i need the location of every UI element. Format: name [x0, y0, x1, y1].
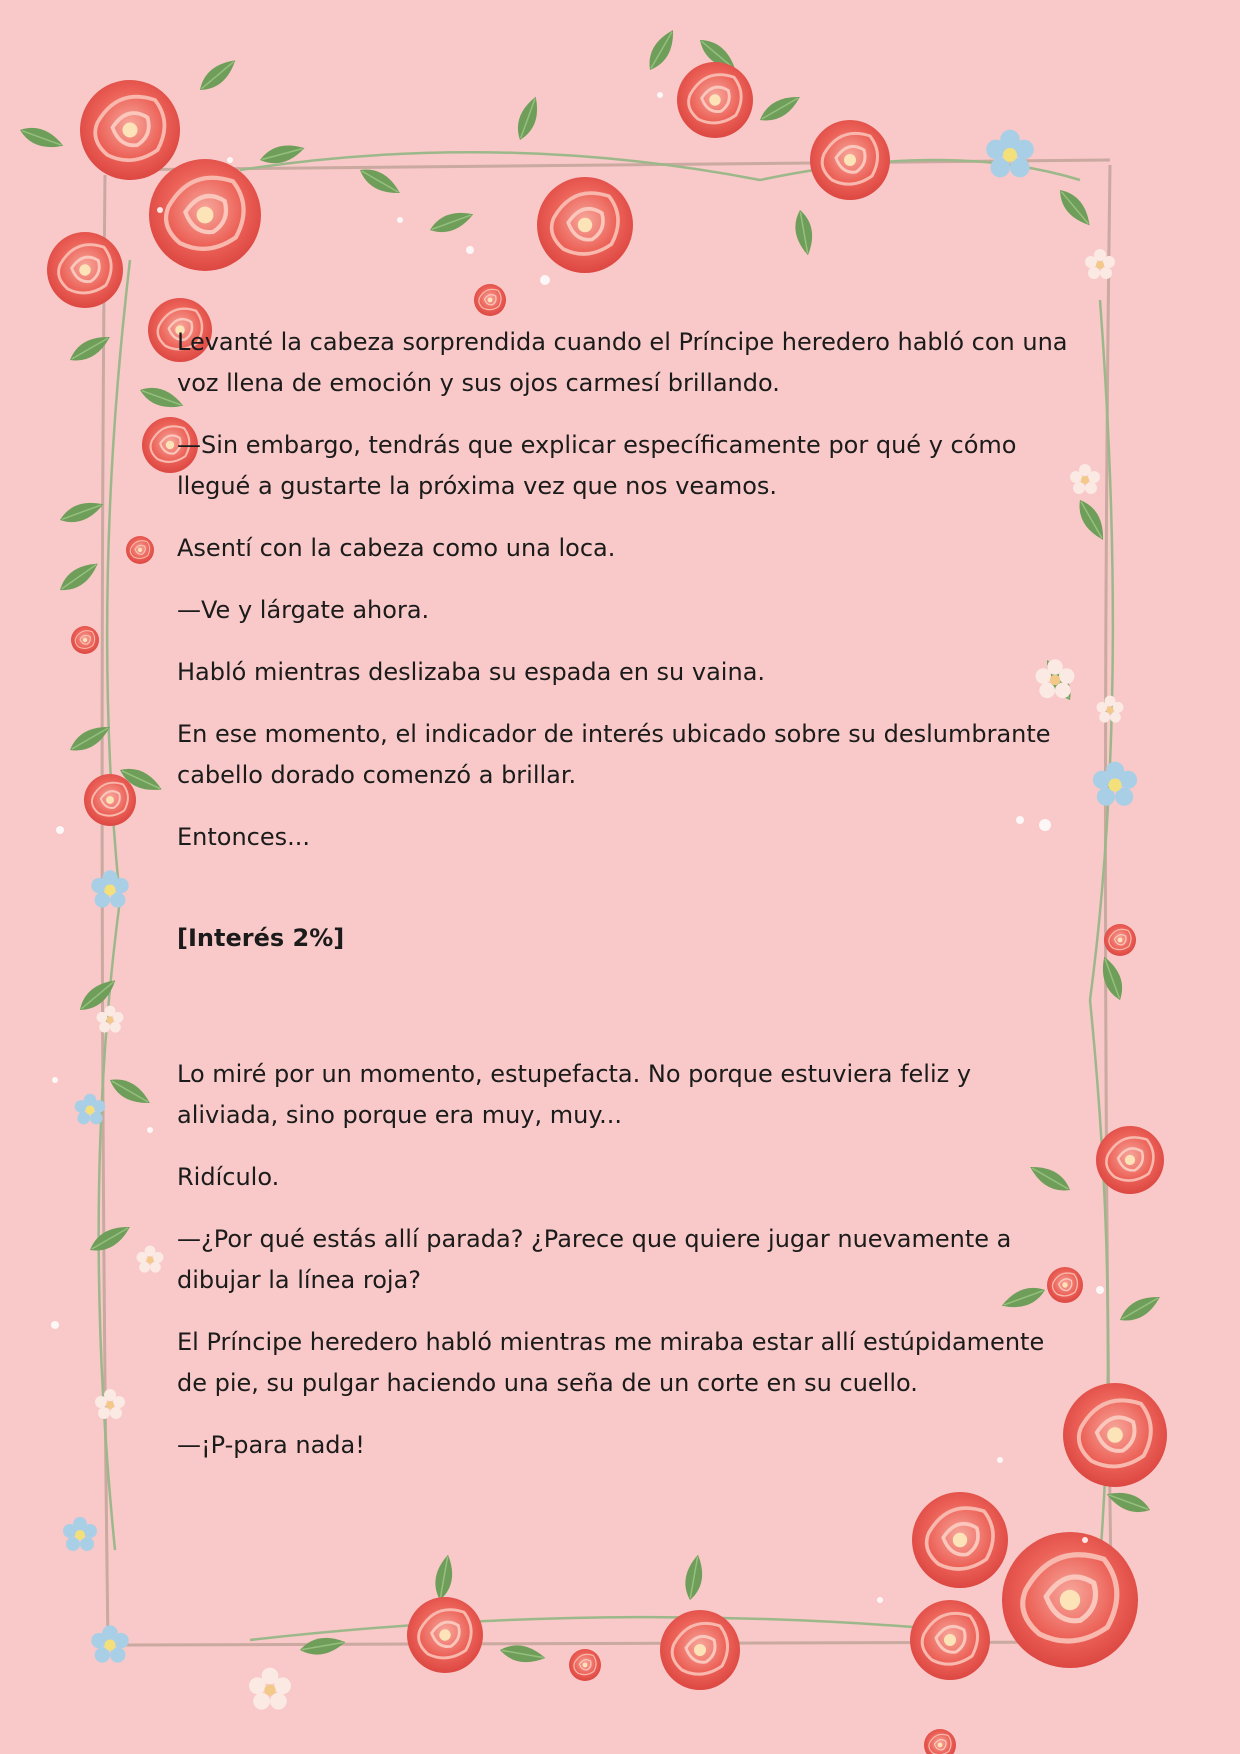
paragraph: —Ve y lárgate ahora. — [177, 596, 430, 624]
paragraph: El Príncipe heredero habló mientras me miraba estar allí estúpidamente de pie, su pulgar haciendo una seña de un corte en su cuello. — [177, 1328, 1045, 1397]
paragraph: Lo miré por un momento, estupefacta. No porque estuviera feliz y aliviada, sino porque era muy, muy... — [177, 1060, 972, 1129]
paragraph: En ese momento, el indicador de interés ubicado sobre su deslumbrante cabello dorado comenzó a brillar. — [177, 720, 1051, 789]
status-window-text: [Interés 2%] — [177, 924, 345, 952]
paragraph: Habló mientras deslizaba su espada en su vaina. — [177, 658, 766, 686]
paragraph: —Sin embargo, tendrás que explicar específicamente por qué y cómo llegué a gustarte la próxima vez que nos veamos. — [177, 431, 1017, 500]
paragraph: Levanté la cabeza sorprendida cuando el Príncipe heredero habló con una voz llena de emoción y sus ojos carmesí brillando. — [177, 328, 1068, 397]
page-body — [177, 322, 1077, 1487]
paragraph: Ridículo. — [177, 1163, 280, 1191]
paragraph: Asentí con la cabeza como una loca. — [177, 534, 616, 562]
paragraph: —¿Por qué estás allí parada? ¿Parece que quiere jugar nuevamente a dibujar la línea roja? — [177, 1225, 1012, 1294]
paragraph: —¡P-para nada! — [177, 1431, 365, 1459]
paragraph: Entonces... — [177, 823, 311, 851]
